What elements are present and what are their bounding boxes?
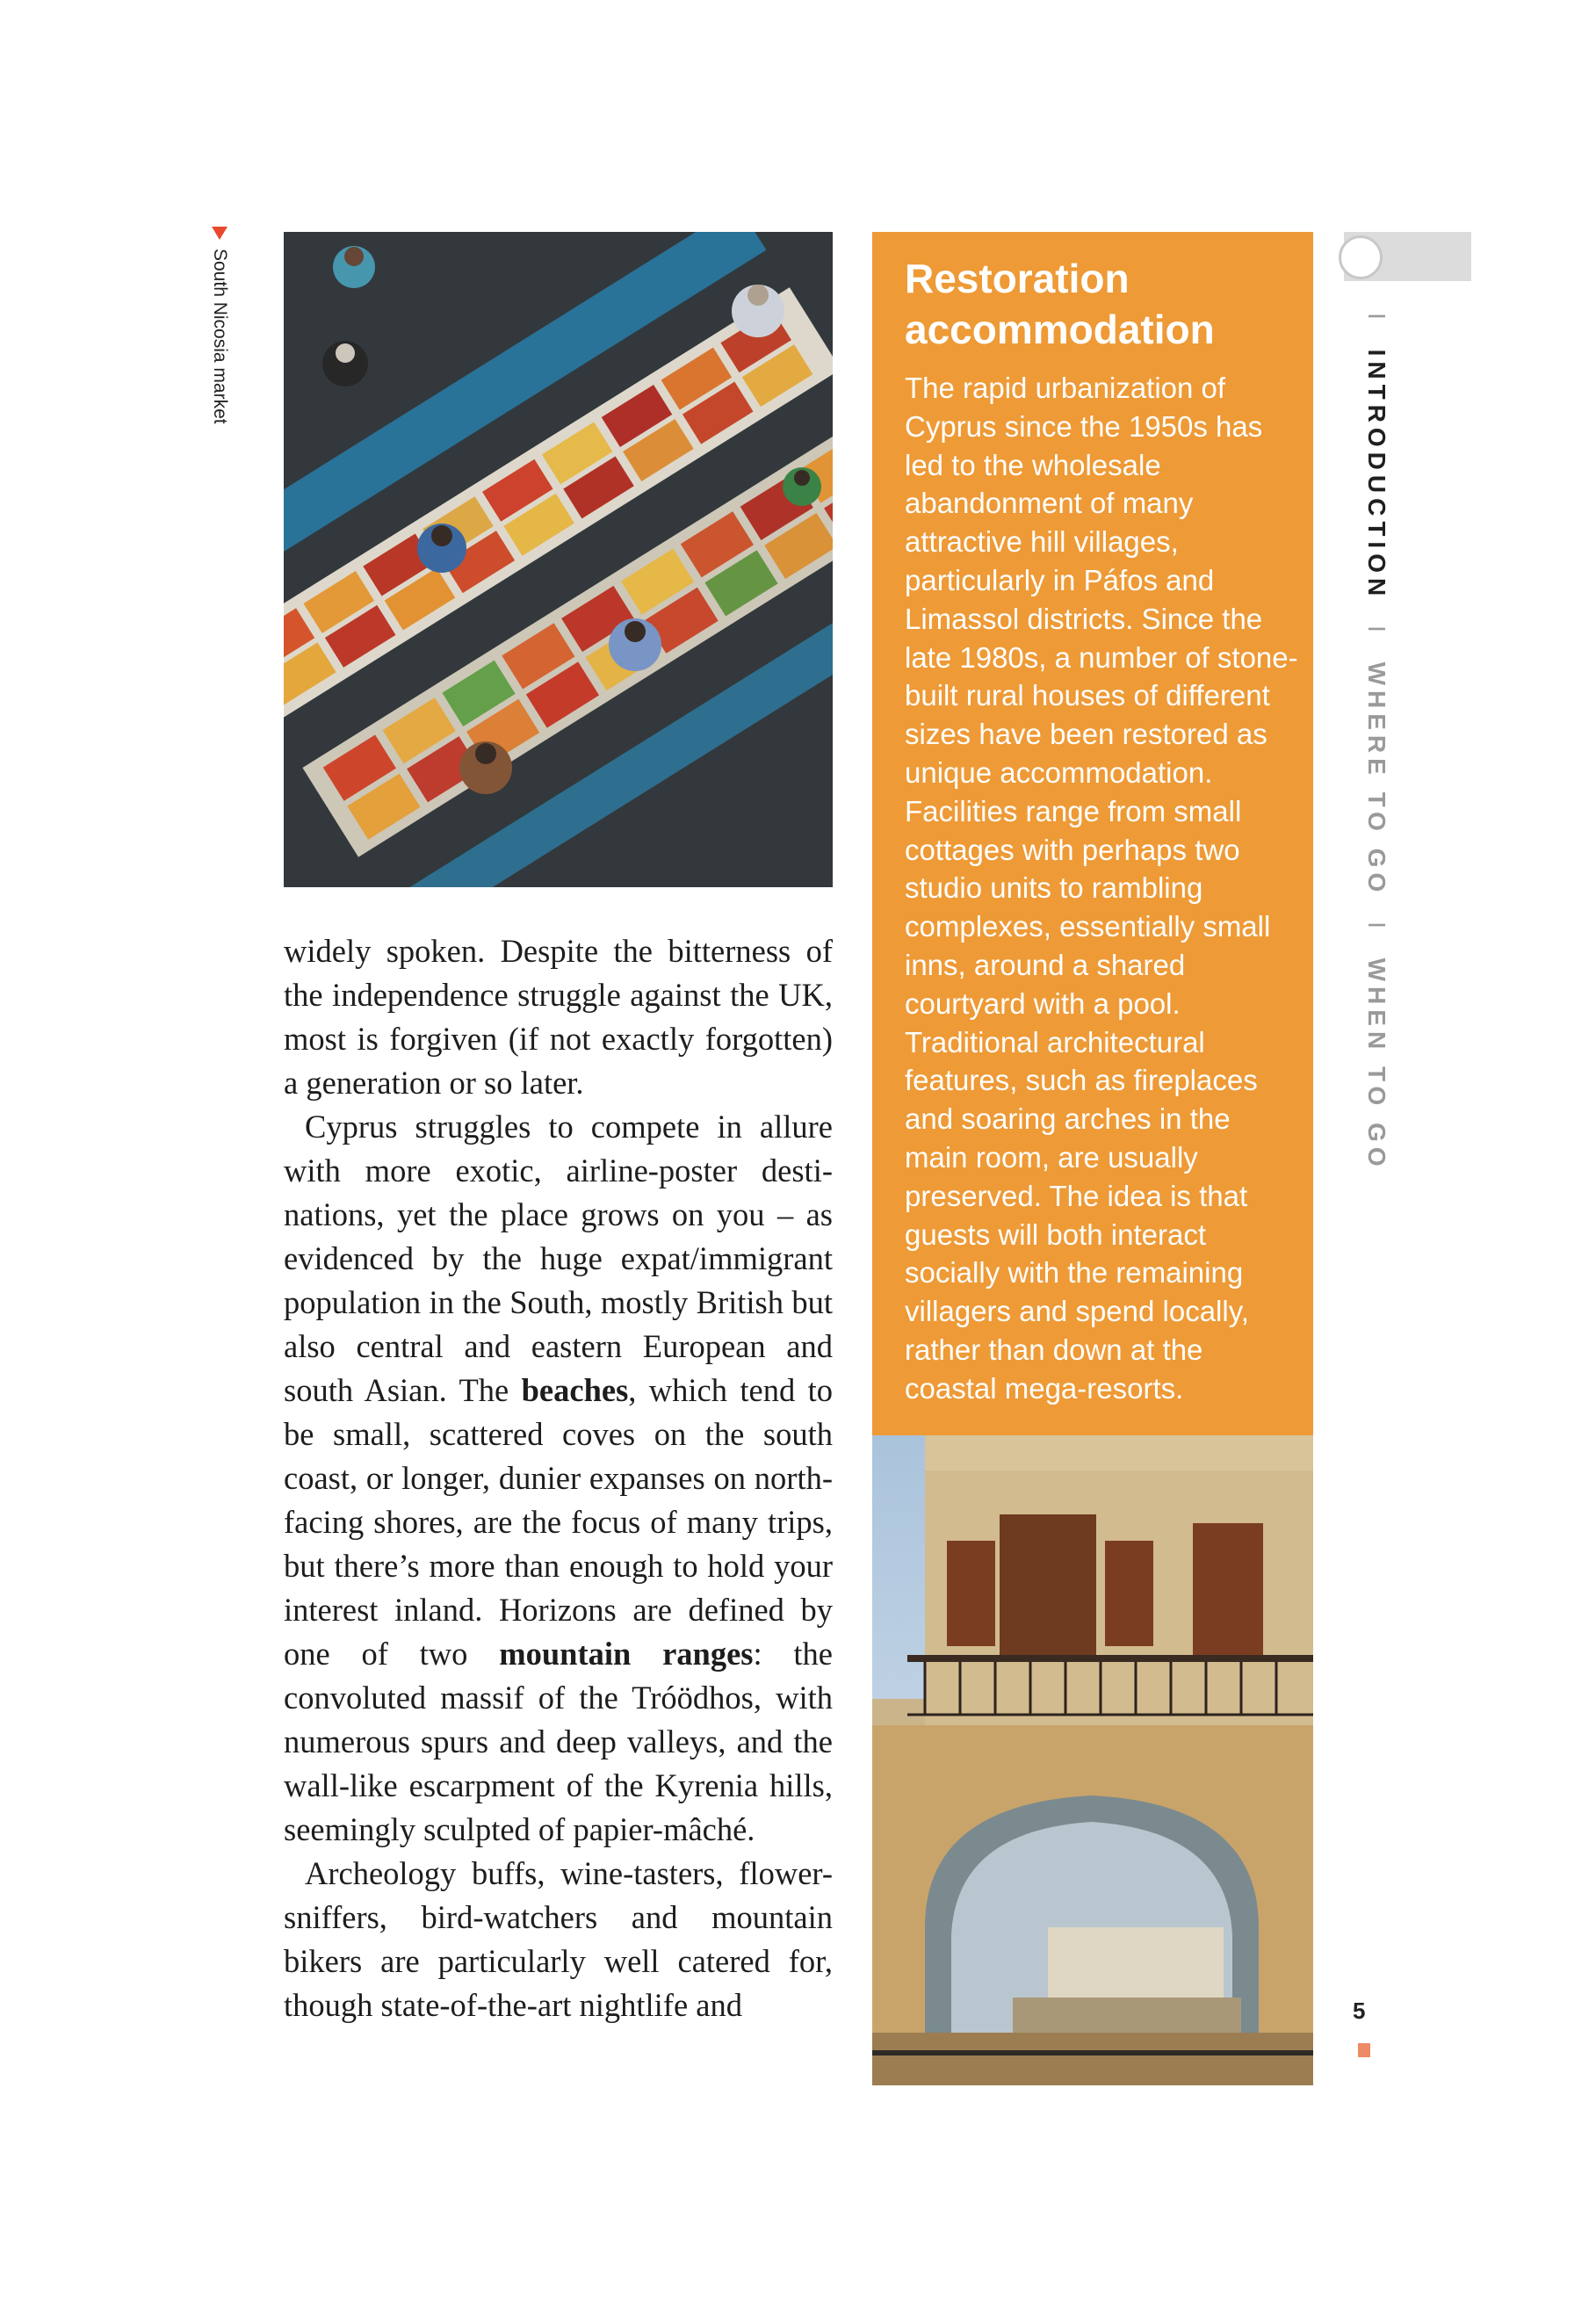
nav-separator: I xyxy=(1363,313,1390,325)
caption-triangle-icon xyxy=(212,227,227,240)
box-text: The rapid urbanization of Cyprus since the 1950s has led to the wholesale abandonment of many attractive hill villages, particularly in Páfos and Limassol districts. Since the late 1980s, a number of stone-built rural houses of different sizes have been restored as unique accommodation. Facilities range from small cottages with perhaps two studio units to rambling complexes, essentially small inns, around a shared courtyard with a pool. Traditional architectural features, such as fireplaces and soaring arches in the main room, are usually preserved. The idea is that guests will both interact socially with the remaining villagers and spend locally, rather than down at the coastal mega-resorts. xyxy=(905,372,1298,1405)
restoration-accommodation-box xyxy=(872,232,1313,1435)
body-paragraph-2: Cyprus struggles to compete in allure with more exotic, airline-poster destinations, yet the place grows on you – as evidenced by the huge expat/immigrant population in the South, mostly British but also central and eastern European and south Asian. The beaches, which tend to be small, scattered coves on the south coast, or longer, dunier expanses on north-facing shores, are the focus of many trips, but there’s more than enough to hold your interest inland. Horizons are defined by one of two mountain ranges: the convoluted massif of the Tróödhos, with numerous spurs and deep valleys, and the wall-like escarpment of the Kyrenia hills, seemingly sculpted of papier-mâché. xyxy=(284,1109,834,1847)
box-title: Restoration accommodation xyxy=(905,256,1215,352)
section-tab-circle-icon xyxy=(1339,235,1383,279)
page-marker xyxy=(1358,2043,1370,2057)
term-mountain-ranges: mountain ranges xyxy=(499,1636,754,1672)
restored-house-photo xyxy=(872,1435,1313,2085)
nav-where-to-go[interactable]: WHERE TO GO xyxy=(1363,661,1390,898)
photo-caption xyxy=(209,227,230,424)
market-photo xyxy=(284,232,833,887)
nav-introduction[interactable]: INTRODUCTION xyxy=(1363,349,1390,602)
nav-separator: I xyxy=(1363,625,1390,638)
nav-when-to-go[interactable]: WHEN TO GO xyxy=(1363,957,1390,1172)
photo-caption-text: South Nicosia market xyxy=(210,249,230,424)
term-beaches: beaches xyxy=(521,1372,629,1408)
nav-separator: I xyxy=(1363,921,1390,934)
page-number: 5 xyxy=(1353,1998,1366,2024)
section-navigation xyxy=(1362,300,1390,1172)
body-paragraph-3: Archeology buffs, wine-tasters, flower-sniffers, bird-watchers and mountain bikers are particularly well catered for, though state-of-the-art nightlife and xyxy=(284,1855,833,2023)
body-paragraph-1: widely spoken. Despite the bitterness of the independence struggle against the UK, most is forgiven (if not exactly forgotten) a generation or so later. xyxy=(284,933,833,1101)
body-text xyxy=(284,929,833,2027)
